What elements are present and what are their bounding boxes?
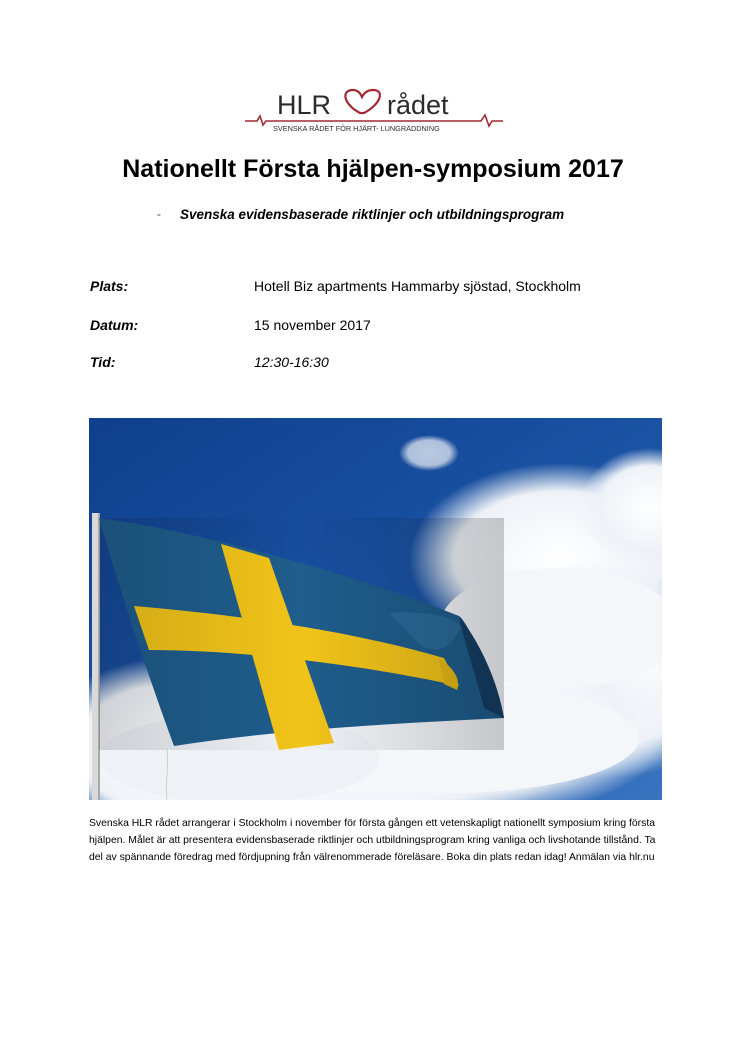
hlr-radet-logo bbox=[243, 84, 505, 132]
tid-value: 12:30-16:30 bbox=[254, 354, 329, 370]
datum-label: Datum: bbox=[90, 317, 139, 333]
logo-tagline: SVENSKA RÅDET FÖR HJÄRT- LUNGRÄDDNING bbox=[273, 124, 440, 132]
description-paragraph: Svenska HLR rådet arrangerar i Stockholm i november för första gången ett vetenskapligt nationellt symposium kring första hjälpen. Målet är att presentera evidensbaserade riktlinjer och utbildningsprogram kring vanliga och livshotande tillstånd. Ta del av spännande föredrag med fördjupning från välrenommerade föreläsare. Boka din plats redan idag! Anmälan via hlr.nu bbox=[89, 818, 656, 863]
flag bbox=[99, 518, 504, 750]
swedish-flag-photo bbox=[89, 418, 662, 800]
plats-value: Hotell Biz apartments Hammarby sjöstad, Stockholm bbox=[254, 278, 581, 294]
page-title: Nationellt Första hjälpen-symposium 2017 bbox=[122, 155, 624, 183]
heart-icon bbox=[345, 90, 380, 113]
subtitle-dash: - bbox=[157, 207, 161, 221]
datum-value: 15 november 2017 bbox=[254, 317, 371, 333]
logo-right-text: rådet bbox=[387, 90, 449, 120]
logo-left-text: HLR bbox=[277, 90, 332, 120]
subtitle: Svenska evidensbaserade riktlinjer och utbildningsprogram bbox=[180, 207, 565, 222]
plats-label: Plats: bbox=[90, 278, 129, 294]
tid-label: Tid: bbox=[90, 354, 116, 370]
